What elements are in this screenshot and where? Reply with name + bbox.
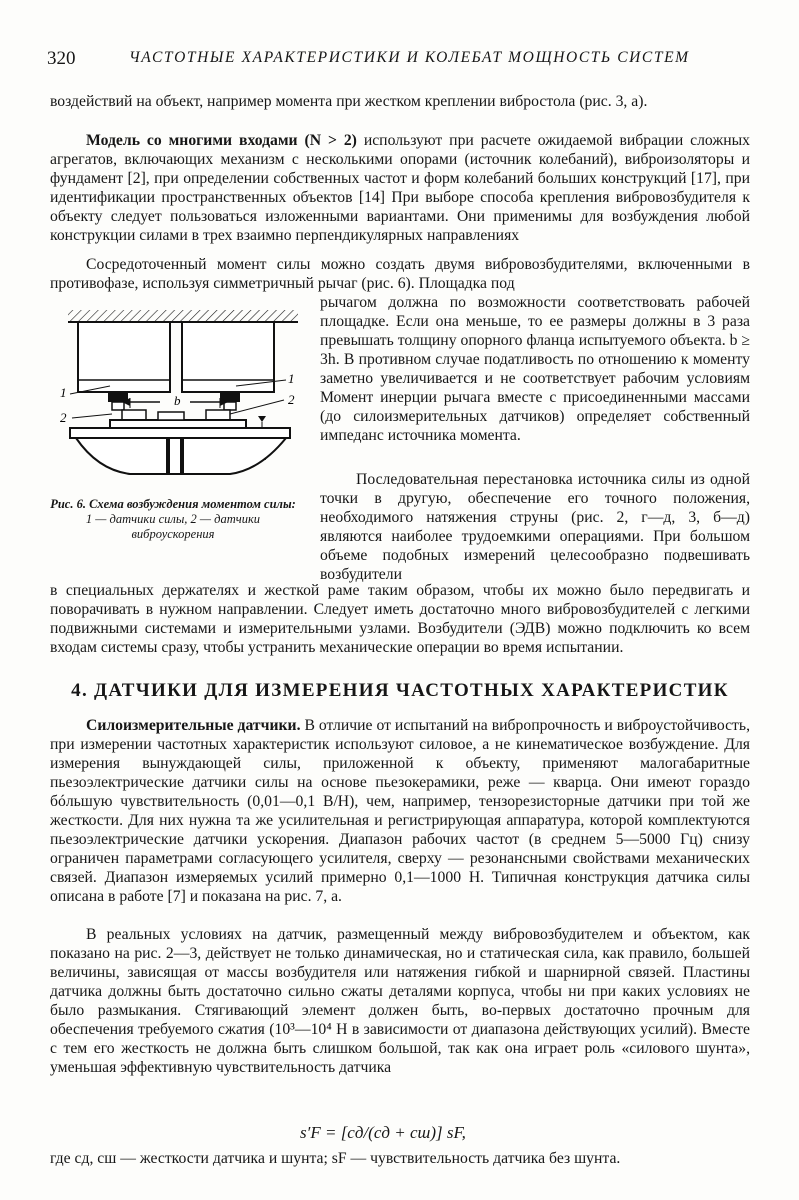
label-b: b	[174, 393, 181, 408]
running-title: ЧАСТОТНЫЕ ХАРАКТЕРИСТИКИ И КОЛЕБАТ МОЩНОСТЬ СИСТЕМ	[129, 49, 690, 66]
moment-excitation-scheme	[50, 290, 312, 495]
label-2-left: 2	[60, 410, 67, 425]
lever-center-block	[158, 412, 184, 420]
paragraph-real-conditions	[50, 925, 750, 1077]
caption-legend: 1 — датчики силы, 2 — датчики виброускорения	[85, 512, 261, 541]
left-force-sensor	[112, 402, 124, 410]
paragraph-bold-lead: Силоизмерительные датчики.	[86, 717, 301, 734]
label-2-right: 2	[288, 392, 295, 407]
paragraph-text: рычагом должна по возможности соответствовать рабочей площадке. Если она меньше, то ее размеры должны в 3 раза превышать толщину опорного фланца испытуемого объекта. b ≥ 3h. В противном случае податливость по отношению к моменту заметно увеличивается и не соответствует рабочим условиям Момент инерции рычага вместе с присоединенными массами (до силоизмерительных датчиков) определяет собственный импеданс источника момента.	[320, 294, 750, 444]
paragraph-text: Сосредоточенный момент силы можно создать двумя вибровозбудителями, включенными в противофазе, используя симметричный рычаг (рис. 6). Площадка под	[50, 256, 750, 292]
right-accel-sensor	[206, 410, 230, 420]
paragraph-text: Последовательная перестановка источника силы из одной точки в другую, обеспечение его точного положения, необходимого натяжения струны (рис. 2, г—д, 3, б—д) являются наиболее трудоемкими операциями. При большом объеме подобных измерений целесообразно подвешивать возбудители	[320, 471, 750, 583]
paragraph-text: В отличие от испытаний на вибропрочность и виброустойчивость, при измерении частотных характеристик используют силовое, а не кинематическое возбуждение. Для измерения вынуждающей силы, приложенной к объекту, применяют малогабаритные пьезоэлектрические датчики силы на основе пьезокерамики, реже — кварца. Они имеют гораздо бóльшую чувствительность (0,01—0,1 В/Н), чем, например, тензорезисторные датчики при той же жесткости. Для них нужна та же усилительная и регистрирующая аппаратура, которой комплектуются пьезоэлектрические датчики ускорения. Диапазон рабочих частот (в среднем 5—5000 Гц) снизу ограничен параметрами согласующего усилителя, сверху — резонансными свойствами механических связей. Диапазон измеряемых усилий примерно 0,1—1000 Н. Типичная конструкция датчика силы описана в работе [7] и показана на рис. 7, а.	[50, 717, 750, 905]
paragraph-moment-intro	[50, 255, 750, 293]
base-plate	[70, 428, 290, 438]
paragraph-multi-input-model	[50, 131, 750, 245]
paragraph-text: используют при расчете ожидаемой вибрации сложных агрегатов, включающих механизм с несколькими опорами (источник колебаний), виброизоляторы и фундамент [2], при определении собственных частот и форм колебаний больших конструкций [17], при идентификации пространственных объектов [14] При выборе способа крепления вибровозбудителя к объекту следует пользоваться изложенными вариантами. Они применимы для возбуждения любой конструкции силами в трех взаимно перпендикулярных направлениях	[50, 132, 750, 244]
paragraph-bold-lead: Модель со многими входами (N > 2)	[86, 132, 357, 149]
paragraph-text: В реальных условиях на датчик, размещенный между вибровозбудителем и объектом, как показано на рис. 2—3, действует не только динамическая, но и статическая сила, как правило, большей величины, зависящая от массы возбудителя или натяжения гибкой и шарнирной связей. Пластины датчика должны быть достаточно сильно сжаты деталями корпуса, чтобы ни при каких условиях не было размыкания. Стягивающий элемент должен быть, во-первых достаточно прочным для обеспечения требуемого сжатия (10³—10⁴ Н в зависимости от диапазона действующих усилий). Вместе с тем его жесткость не должна быть слишком большой, так как она играет роль «силового шунта», уменьшая эффективную чувствительность датчика	[50, 926, 750, 1076]
paragraph-source-repositioning-cont	[50, 581, 750, 657]
formula-explanation: где cд, cш — жесткости датчика и шунта; sF — чувствительность датчика без шунта.	[50, 1150, 621, 1167]
section-heading: 4. ДАТЧИКИ ДЛЯ ИЗМЕРЕНИЯ ЧАСТОТНЫХ ХАРАКТЕРИСТИК	[71, 680, 729, 701]
figure-6-caption	[48, 497, 298, 542]
paragraph-text: в специальных держателях и жесткой раме таким образом, чтобы их можно было передвигать и поворачивать в нужном направлении. Следует иметь достаточно много вибровозбудителей с легкими подвижными системами и измерительными узлами. Возбудители (ЭДВ) можно подключить ко всем входам системы сразу, чтобы устранить механические операции во время испытании.	[50, 582, 750, 656]
lever-arm	[110, 420, 246, 428]
page-header	[47, 46, 752, 76]
paragraph-text: воздействий на объект, например момента при жестком креплении вибростола (рис. 3, а).	[50, 93, 648, 110]
label-1-left: 1	[60, 385, 67, 400]
paragraph-force-sensors	[50, 716, 750, 906]
left-exciter-body	[78, 322, 170, 392]
paragraph-continuation	[50, 92, 750, 111]
label-1-right: 1	[288, 371, 295, 386]
right-exciter-body	[182, 322, 274, 392]
sensitivity-formula: s′F = [cд/(cд + cш)] sF,	[300, 1123, 466, 1142]
page-number: 320	[47, 48, 76, 69]
left-accel-sensor	[122, 410, 146, 420]
ceiling-hatching	[68, 310, 298, 322]
caption-title: Рис. 6. Схема возбуждения моментом силы:	[50, 497, 296, 511]
right-force-sensor	[224, 402, 236, 410]
paragraph-lever-platform	[320, 293, 750, 445]
paragraph-source-repositioning	[320, 470, 750, 584]
